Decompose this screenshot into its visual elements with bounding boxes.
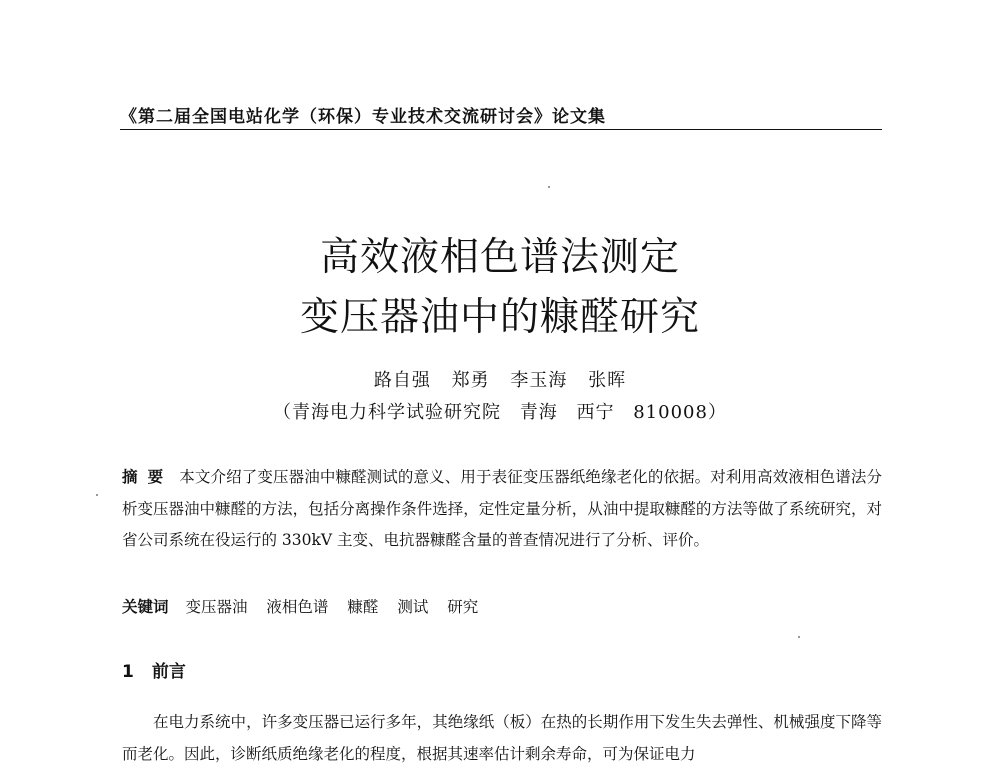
paper-title-line-2: 变压器油中的糠醛研究 [299,295,700,340]
keyword-item: 测试 [397,598,429,616]
section-number: 1 [122,662,134,682]
author-name: 张晖 [588,370,627,391]
affiliation-institution: 青海电力科学试验研究院 [292,402,502,423]
abstract-label: 摘要 [122,468,174,486]
affiliation-open-paren: （ [273,402,293,423]
section-title: 前言 [151,662,186,682]
affiliation [0,398,1000,424]
body-paragraph: 在电力系统中，许多变压器已运行多年，其绝缘纸（板）在热的长期作用下发生失去弹性、机械强度下降等而老化。因此，诊断纸质绝缘老化的程度，根据其速率估计剩余寿命，可为保证电力 [122,713,882,763]
keywords-label: 关键词 [122,598,169,616]
affiliation-close-paren: ） [707,402,727,423]
scan-speck [548,186,550,188]
affiliation-province: 青海 [519,402,558,423]
keyword-item: 液相色谱 [266,598,329,616]
keyword-item: 变压器油 [185,598,248,616]
paper-title-line-1: 高效液相色谱法测定 [319,235,680,280]
keyword-item: 糠醛 [347,598,379,616]
affiliation-city: 西宁 [576,402,615,423]
keywords [122,595,492,617]
scan-speck [96,494,98,496]
scan-speck [798,636,800,638]
author-name: 李玉海 [510,370,568,391]
author-list [0,366,1000,392]
abstract-text: 本文介绍了变压器油中糠醛测试的意义、用于表征变压器纸绝缘老化的依据。对利用高效液相色谱法分析变压器油中糠醛的方法，包括分离操作条件选择，定性定量分析，从油中提取糠醛的方法等做了系统研究，对省公司系统在役运行的 330kV 主变、电抗器糠醛含量的普查情况进行了分析、评价。 [122,468,882,549]
running-header: 《第二届全国电站化学（环保）专业技术交流研讨会》论文集 [120,107,606,127]
abstract [122,462,882,557]
author-name: 郑勇 [451,370,490,391]
keyword-item: 研究 [447,598,479,616]
header-rule [120,129,882,130]
author-name: 路自强 [373,370,431,391]
section-heading [122,657,186,682]
affiliation-postcode: 810008 [633,402,708,423]
